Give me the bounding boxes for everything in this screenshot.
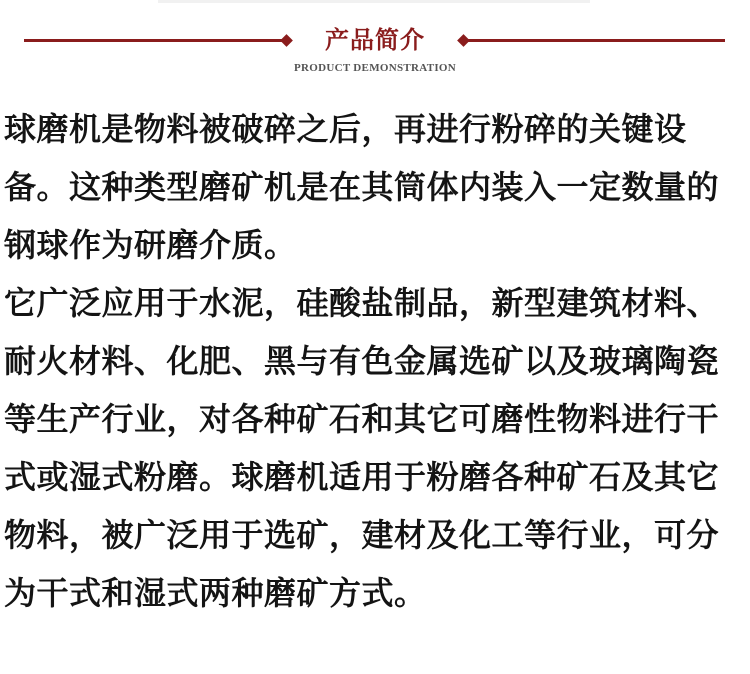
section-title: 产品简介 [325, 26, 425, 54]
description-paragraph-2: 它广泛应用于水泥，硅酸盐制品，新型建筑材料、耐火材料、化肥、黑与有色金属选矿以及玻璃陶瓷等生产行业，对各种矿石和其它可磨性物料进行干式或湿式粉磨。球磨机适用于粉磨各种矿石及其它物料，被广泛用于选矿，建材及化工等行业，可分为干式和湿式两种磨矿方式。 [4, 284, 720, 612]
section-header [0, 18, 750, 80]
product-description [4, 100, 746, 622]
header-rule-left [24, 39, 286, 42]
section-subtitle: PRODUCT DEMONSTRATION [293, 62, 457, 74]
diamond-ornament-left-icon [280, 34, 293, 47]
top-divider-strip [158, 0, 590, 3]
header-rule-right [467, 39, 725, 42]
description-paragraph-1: 球磨机是物料被破碎之后，再进行粉碎的关键设备。这种类型磨矿机是在其筒体内装入一定数量的钢球作为研磨介质。 [4, 110, 720, 264]
